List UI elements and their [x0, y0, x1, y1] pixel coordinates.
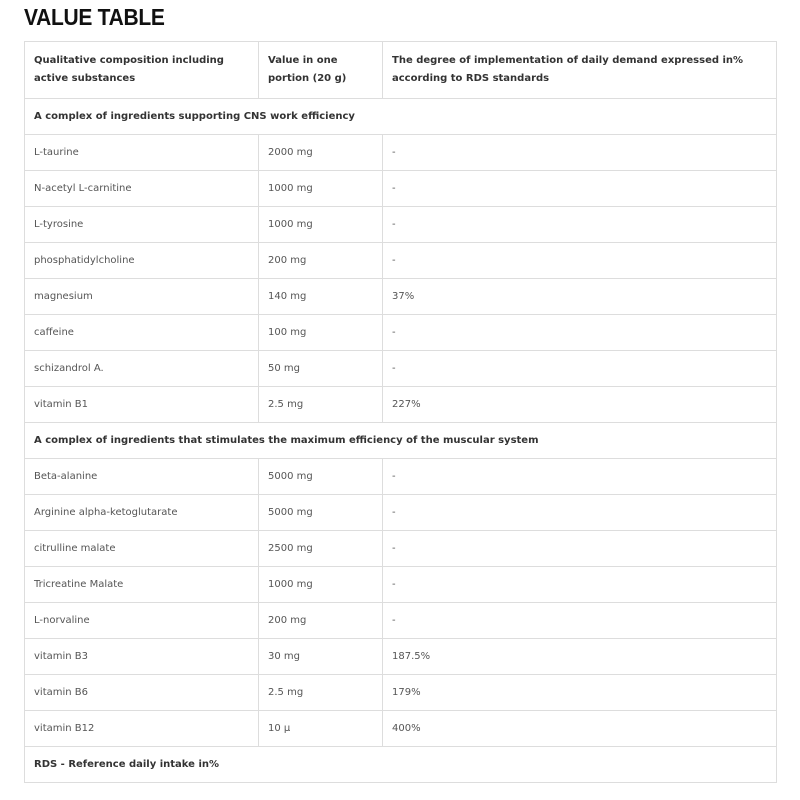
- table-row: [25, 567, 777, 603]
- ingredient-name-cell: phosphatidylcholine: [25, 243, 259, 279]
- portion-value-cell: 10 µ: [259, 711, 383, 747]
- ingredient-name-cell: Tricreatine Malate: [25, 567, 259, 603]
- rds-percent-cell: -: [383, 315, 777, 351]
- rds-percent-cell: 37%: [383, 279, 777, 315]
- portion-value-cell: 2.5 mg: [259, 387, 383, 423]
- rds-percent-cell: -: [383, 243, 777, 279]
- table-header-row: [25, 42, 777, 99]
- ingredient-name-cell: L-norvaline: [25, 603, 259, 639]
- rds-percent-cell: -: [383, 603, 777, 639]
- table-row: [25, 495, 777, 531]
- portion-value-cell: 5000 mg: [259, 459, 383, 495]
- portion-value-cell: 200 mg: [259, 243, 383, 279]
- section-title: A complex of ingredients that stimulates the maximum efficiency of the muscular system: [25, 423, 777, 459]
- portion-value-cell: 1000 mg: [259, 567, 383, 603]
- portion-value-cell: 100 mg: [259, 315, 383, 351]
- table-row: [25, 639, 777, 675]
- portion-value-cell: 50 mg: [259, 351, 383, 387]
- header-portion-value: Value in one portion (20 g): [259, 42, 383, 99]
- ingredient-name-cell: N-acetyl L-carnitine: [25, 171, 259, 207]
- rds-percent-cell: 400%: [383, 711, 777, 747]
- portion-value-cell: 30 mg: [259, 639, 383, 675]
- table-row: [25, 135, 777, 171]
- ingredient-name-cell: vitamin B6: [25, 675, 259, 711]
- rds-percent-cell: -: [383, 567, 777, 603]
- table-footer-row: [25, 747, 777, 783]
- portion-value-cell: 1000 mg: [259, 207, 383, 243]
- ingredient-name-cell: Arginine alpha-ketoglutarate: [25, 495, 259, 531]
- portion-value-cell: 5000 mg: [259, 495, 383, 531]
- page-title: VALUE TABLE: [24, 5, 165, 31]
- rds-percent-cell: 179%: [383, 675, 777, 711]
- header-daily-demand: The degree of implementation of daily demand expressed in% according to RDS standards: [383, 42, 777, 99]
- rds-percent-cell: -: [383, 531, 777, 567]
- table-row: [25, 315, 777, 351]
- ingredient-name-cell: caffeine: [25, 315, 259, 351]
- ingredient-name-cell: schizandrol A.: [25, 351, 259, 387]
- ingredient-name-cell: vitamin B12: [25, 711, 259, 747]
- portion-value-cell: 200 mg: [259, 603, 383, 639]
- portion-value-cell: 2000 mg: [259, 135, 383, 171]
- rds-percent-cell: -: [383, 459, 777, 495]
- ingredient-name-cell: L-taurine: [25, 135, 259, 171]
- rds-percent-cell: -: [383, 495, 777, 531]
- table-row: [25, 279, 777, 315]
- table-row: [25, 207, 777, 243]
- header-composition: Qualitative composition including active substances: [25, 42, 259, 99]
- table-row: [25, 459, 777, 495]
- portion-value-cell: 140 mg: [259, 279, 383, 315]
- rds-percent-cell: 227%: [383, 387, 777, 423]
- ingredient-name-cell: vitamin B1: [25, 387, 259, 423]
- section-title: A complex of ingredients supporting CNS work efficiency: [25, 99, 777, 135]
- table-row: [25, 351, 777, 387]
- table-row: [25, 675, 777, 711]
- rds-percent-cell: 187.5%: [383, 639, 777, 675]
- ingredient-name-cell: magnesium: [25, 279, 259, 315]
- table-row: [25, 531, 777, 567]
- ingredient-name-cell: citrulline malate: [25, 531, 259, 567]
- ingredient-name-cell: L-tyrosine: [25, 207, 259, 243]
- portion-value-cell: 1000 mg: [259, 171, 383, 207]
- portion-value-cell: 2500 mg: [259, 531, 383, 567]
- table-row: [25, 387, 777, 423]
- table-row: [25, 171, 777, 207]
- section-header-row: [25, 423, 777, 459]
- section-header-row: [25, 99, 777, 135]
- rds-percent-cell: -: [383, 135, 777, 171]
- rds-percent-cell: -: [383, 171, 777, 207]
- table-row: [25, 243, 777, 279]
- ingredient-name-cell: vitamin B3: [25, 639, 259, 675]
- ingredient-name-cell: Beta-alanine: [25, 459, 259, 495]
- value-table: [24, 41, 777, 783]
- table-row: [25, 603, 777, 639]
- table-row: [25, 711, 777, 747]
- portion-value-cell: 2.5 mg: [259, 675, 383, 711]
- rds-percent-cell: -: [383, 207, 777, 243]
- rds-percent-cell: -: [383, 351, 777, 387]
- rds-footnote: RDS - Reference daily intake in%: [25, 747, 777, 783]
